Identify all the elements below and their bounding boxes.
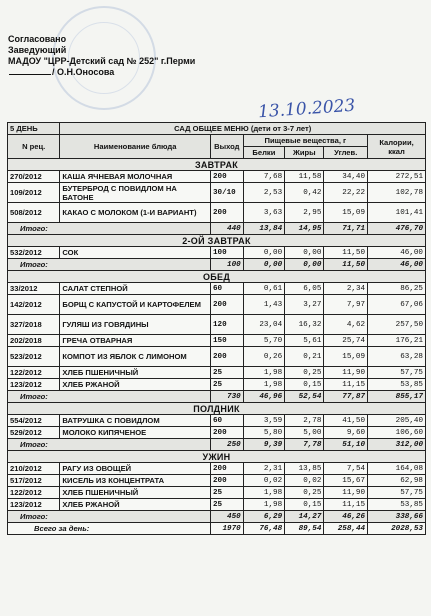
dish-output: 25 (210, 499, 243, 511)
dish-output: 200 (210, 171, 243, 183)
grand-total-fat: 89,54 (285, 523, 324, 535)
dish-output: 200 (210, 347, 243, 367)
dish-name: БУТЕРБРОД С ПОВИДЛОМ НА БАТОНЕ (60, 183, 211, 203)
section-total-row (8, 223, 426, 235)
dish-calories: 176,21 (368, 335, 426, 347)
col-header-name: Наименование блюда (60, 135, 211, 159)
dish-name: БОРЩ С КАПУСТОЙ И КАРТОФЕЛЕМ (60, 295, 211, 315)
header-row-columns (8, 135, 426, 147)
approval-line-position: Заведующий (8, 45, 67, 55)
dish-name: САЛАТ СТЕПНОЙ (60, 283, 211, 295)
dish-name: ХЛЕБ РЖАНОЙ (60, 499, 211, 511)
grand-total-calories: 2028,53 (368, 523, 426, 535)
dish-carbs: 11,15 (324, 379, 368, 391)
dish-output: 120 (210, 315, 243, 335)
section-total-output: 250 (210, 439, 243, 451)
grand-total-protein: 76,48 (243, 523, 284, 535)
dish-carbs: 11,90 (324, 487, 368, 499)
section-total-row (8, 511, 426, 523)
dish-name: РАГУ ИЗ ОВОЩЕЙ (60, 463, 211, 475)
handwritten-date: 13.10.2023 (257, 95, 356, 123)
section-total-label: Итого: (8, 391, 211, 403)
dish-fat: 0,15 (285, 499, 324, 511)
section-total-fat: 7,78 (285, 439, 324, 451)
table-row (8, 295, 426, 315)
recipe-number: 327/2018 (8, 315, 60, 335)
dish-fat: 3,27 (285, 295, 324, 315)
dish-calories: 205,40 (368, 415, 426, 427)
section-total-protein: 13,84 (243, 223, 284, 235)
recipe-number: 554/2012 (8, 415, 60, 427)
section-total-calories: 312,00 (368, 439, 426, 451)
section-header-row (8, 451, 426, 463)
dish-output: 30/10 (210, 183, 243, 203)
approval-signatory: / О.Н.Оносова (52, 67, 115, 77)
grand-total-carbs: 258,44 (324, 523, 368, 535)
dish-output: 200 (210, 203, 243, 223)
section-total-row (8, 439, 426, 451)
section-total-carbs: 71,71 (324, 223, 368, 235)
dish-protein: 5,80 (243, 427, 284, 439)
dish-carbs: 4,62 (324, 315, 368, 335)
section-total-protein: 9,39 (243, 439, 284, 451)
dish-calories: 106,60 (368, 427, 426, 439)
section-header-row (8, 159, 426, 171)
dish-protein: 0,61 (243, 283, 284, 295)
recipe-number: 33/2012 (8, 283, 60, 295)
dish-protein: 23,04 (243, 315, 284, 335)
signature-line (9, 74, 51, 75)
dish-carbs: 22,22 (324, 183, 368, 203)
col-header-carbs: Углев. (324, 147, 368, 159)
dish-fat: 0,25 (285, 487, 324, 499)
col-header-fat: Жиры (285, 147, 324, 159)
dish-protein: 0,00 (243, 247, 284, 259)
section-header-row (8, 403, 426, 415)
dish-output: 25 (210, 379, 243, 391)
approval-line-signature (8, 67, 195, 78)
section-title: ЗАВТРАК (8, 159, 426, 171)
dish-name: КОМПОТ ИЗ ЯБЛОК С ЛИМОНОМ (60, 347, 211, 367)
recipe-number: 123/2012 (8, 499, 60, 511)
col-header-nutrients: Пищевые вещества, г (243, 135, 367, 147)
dish-protein: 1,98 (243, 379, 284, 391)
dish-carbs: 11,50 (324, 247, 368, 259)
recipe-number: 270/2012 (8, 171, 60, 183)
section-total-output: 100 (210, 259, 243, 271)
dish-fat: 16,32 (285, 315, 324, 335)
section-total-fat: 14,27 (285, 511, 324, 523)
dish-name: ГРЕЧА ОТВАРНАЯ (60, 335, 211, 347)
dish-carbs: 15,09 (324, 347, 368, 367)
table-row (8, 499, 426, 511)
dish-carbs: 11,15 (324, 499, 368, 511)
dish-carbs: 11,90 (324, 367, 368, 379)
dish-name: ХЛЕБ ПШЕНИЧНЫЙ (60, 487, 211, 499)
table-row (8, 475, 426, 487)
dish-fat: 0,02 (285, 475, 324, 487)
dish-output: 150 (210, 335, 243, 347)
dish-protein: 7,68 (243, 171, 284, 183)
dish-protein: 2,31 (243, 463, 284, 475)
section-title: ОБЕД (8, 271, 426, 283)
section-total-carbs: 51,10 (324, 439, 368, 451)
dish-name: ХЛЕБ ПШЕНИЧНЫЙ (60, 367, 211, 379)
dish-protein: 1,98 (243, 367, 284, 379)
section-title: ПОЛДНИК (8, 403, 426, 415)
section-header-row (8, 271, 426, 283)
dish-output: 60 (210, 283, 243, 295)
dish-carbs: 41,50 (324, 415, 368, 427)
grand-total-row (8, 523, 426, 535)
dish-calories: 257,50 (368, 315, 426, 335)
section-total-calories: 338,66 (368, 511, 426, 523)
dish-protein: 1,98 (243, 499, 284, 511)
dish-fat: 5,61 (285, 335, 324, 347)
dish-calories: 67,06 (368, 295, 426, 315)
section-total-protein: 6,29 (243, 511, 284, 523)
recipe-number: 202/2018 (8, 335, 60, 347)
table-row (8, 415, 426, 427)
dish-fat: 2,95 (285, 203, 324, 223)
section-total-row (8, 391, 426, 403)
dish-calories: 164,08 (368, 463, 426, 475)
recipe-number: 210/2012 (8, 463, 60, 475)
table-row (8, 463, 426, 475)
dish-protein: 5,70 (243, 335, 284, 347)
dish-protein: 3,63 (243, 203, 284, 223)
dish-calories: 53,85 (368, 379, 426, 391)
dish-output: 100 (210, 247, 243, 259)
dish-carbs: 9,60 (324, 427, 368, 439)
table-row (8, 427, 426, 439)
table-row (8, 487, 426, 499)
dish-calories: 102,78 (368, 183, 426, 203)
approval-line-agreed: Согласовано (8, 34, 67, 44)
dish-output: 25 (210, 367, 243, 379)
dish-name: ВАТРУШКА С ПОВИДЛОМ (60, 415, 211, 427)
recipe-number: 109/2012 (8, 183, 60, 203)
header-row-title (8, 123, 426, 135)
dish-name: КИСЕЛЬ ИЗ КОНЦЕНТРАТА (60, 475, 211, 487)
dish-fat: 0,15 (285, 379, 324, 391)
section-total-protein: 46,96 (243, 391, 284, 403)
dish-output: 25 (210, 487, 243, 499)
dish-fat: 11,58 (285, 171, 324, 183)
section-total-calories: 46,00 (368, 259, 426, 271)
recipe-number: 517/2012 (8, 475, 60, 487)
dish-name: СОК (60, 247, 211, 259)
section-total-calories: 476,70 (368, 223, 426, 235)
section-total-output: 730 (210, 391, 243, 403)
section-total-fat: 14,95 (285, 223, 324, 235)
table-row (8, 171, 426, 183)
table-row (8, 367, 426, 379)
dish-name: ГУЛЯШ ИЗ ГОВЯДИНЫ (60, 315, 211, 335)
section-total-carbs: 77,87 (324, 391, 368, 403)
section-title: 2-ОЙ ЗАВТРАК (8, 235, 426, 247)
dish-fat: 0,21 (285, 347, 324, 367)
recipe-number: 508/2012 (8, 203, 60, 223)
dish-carbs: 2,34 (324, 283, 368, 295)
dish-name: КАКАО С МОЛОКОМ (1-И ВАРИАНТ) (60, 203, 211, 223)
approval-line-org: МАДОУ "ЦРР-Детский сад № 252" г.Перми (8, 56, 196, 66)
section-total-label: Итого: (8, 511, 211, 523)
approval-block (8, 34, 195, 78)
section-total-output: 440 (210, 223, 243, 235)
dish-fat: 6,05 (285, 283, 324, 295)
col-header-rec: N рец. (8, 135, 60, 159)
recipe-number: 122/2012 (8, 367, 60, 379)
dish-fat: 2,78 (285, 415, 324, 427)
dish-carbs: 7,97 (324, 295, 368, 315)
dish-output: 200 (210, 295, 243, 315)
dish-name: ХЛЕБ РЖАНОЙ (60, 379, 211, 391)
section-total-calories: 855,17 (368, 391, 426, 403)
dish-output: 200 (210, 463, 243, 475)
dish-protein: 1,43 (243, 295, 284, 315)
table-row (8, 347, 426, 367)
day-label: 5 ДЕНЬ (8, 123, 60, 135)
col-header-protein: Белки (243, 147, 284, 159)
recipe-number: 123/2012 (8, 379, 60, 391)
dish-carbs: 7,54 (324, 463, 368, 475)
dish-calories: 86,25 (368, 283, 426, 295)
table-row (8, 379, 426, 391)
recipe-number: 142/2012 (8, 295, 60, 315)
recipe-number: 529/2012 (8, 427, 60, 439)
table-row (8, 315, 426, 335)
dish-name: МОЛОКО КИПЯЧЕНОЕ (60, 427, 211, 439)
dish-protein: 3,59 (243, 415, 284, 427)
section-total-label: Итого: (8, 259, 211, 271)
col-header-calories: Калории, ккал (368, 135, 426, 159)
dish-fat: 0,00 (285, 247, 324, 259)
section-title: УЖИН (8, 451, 426, 463)
dish-calories: 63,28 (368, 347, 426, 367)
dish-carbs: 34,40 (324, 171, 368, 183)
dish-protein: 0,02 (243, 475, 284, 487)
dish-carbs: 15,67 (324, 475, 368, 487)
menu-table-body (8, 123, 426, 535)
dish-calories: 57,75 (368, 367, 426, 379)
section-total-label: Итого: (8, 223, 211, 235)
table-row (8, 183, 426, 203)
section-total-carbs: 11,50 (324, 259, 368, 271)
dish-calories: 272,51 (368, 171, 426, 183)
dish-calories: 62,98 (368, 475, 426, 487)
col-header-output: Выход (210, 135, 243, 159)
grand-total-label: Всего за день: (8, 523, 211, 535)
dish-protein: 0,26 (243, 347, 284, 367)
section-total-protein: 0,00 (243, 259, 284, 271)
recipe-number: 532/2012 (8, 247, 60, 259)
dish-fat: 0,42 (285, 183, 324, 203)
dish-calories: 101,41 (368, 203, 426, 223)
dish-fat: 0,25 (285, 367, 324, 379)
dish-name: КАША ЯЧНЕВАЯ МОЛОЧНАЯ (60, 171, 211, 183)
table-row (8, 247, 426, 259)
section-total-fat: 52,54 (285, 391, 324, 403)
section-total-output: 450 (210, 511, 243, 523)
dish-calories: 46,00 (368, 247, 426, 259)
table-row (8, 203, 426, 223)
section-total-carbs: 46,26 (324, 511, 368, 523)
dish-protein: 1,98 (243, 487, 284, 499)
menu-table (7, 122, 426, 535)
section-total-label: Итого: (8, 439, 211, 451)
dish-output: 200 (210, 427, 243, 439)
dish-fat: 13,85 (285, 463, 324, 475)
dish-protein: 2,53 (243, 183, 284, 203)
dish-calories: 57,75 (368, 487, 426, 499)
dish-output: 60 (210, 415, 243, 427)
section-total-row (8, 259, 426, 271)
grand-total-output: 1970 (210, 523, 243, 535)
menu-title: САД ОБЩЕЕ МЕНЮ (дети от 3-7 лет) (60, 123, 426, 135)
dish-carbs: 25,74 (324, 335, 368, 347)
table-row (8, 335, 426, 347)
recipe-number: 523/2012 (8, 347, 60, 367)
dish-fat: 5,00 (285, 427, 324, 439)
dish-output: 200 (210, 475, 243, 487)
table-row (8, 283, 426, 295)
section-total-fat: 0,00 (285, 259, 324, 271)
dish-carbs: 15,09 (324, 203, 368, 223)
section-header-row (8, 235, 426, 247)
recipe-number: 122/2012 (8, 487, 60, 499)
dish-calories: 53,85 (368, 499, 426, 511)
